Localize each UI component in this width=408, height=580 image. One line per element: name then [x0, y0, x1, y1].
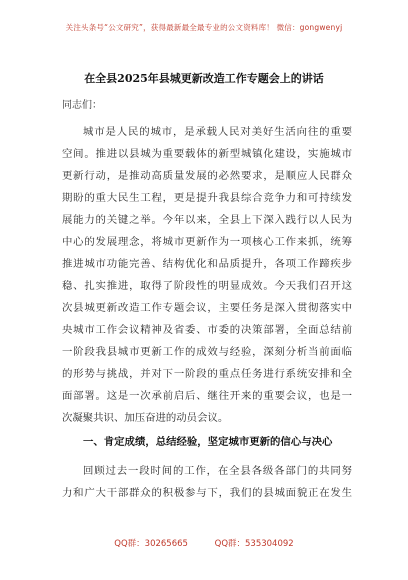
footer-qq-group-2: QQ群：535304092: [214, 539, 294, 549]
paragraph-line: 展能力的关键之举。今年以来，全县上下深入践行以人民为: [62, 214, 352, 226]
paragraph-line: 期盼的重大民生工程，更是提升我县综合竞争力和可持续发: [62, 192, 352, 204]
footer-qq-group-1: QQ群：30265665: [114, 539, 188, 549]
paragraph-line: 回顾过去一段时间的工作，在全县各级各部门的共同努: [83, 465, 352, 477]
paragraph-line: 稳、扎实推进，取得了阶段性的明显成效。今天我们召开这: [62, 280, 352, 292]
paragraph-2: [62, 460, 352, 504]
paragraph-line: 的形势与挑战，并对下一阶段的重点任务进行系统安排和全: [62, 368, 352, 380]
paragraph-line: 更新行动，是推动高质量发展的必然要求，是顺应人民群众: [62, 170, 352, 182]
paragraph-1: [62, 121, 352, 429]
paragraph-line: 空间。推进以县城为重要载体的新型城镇化建设，实施城市: [62, 148, 352, 160]
paragraph-line: 力和广大干部群众的积极参与下，我们的县城面貌正在发生: [62, 487, 352, 499]
paragraph-line: 央城市工作会议精神及省委、市委的决策部署，全面总结前: [62, 324, 352, 336]
document-title: 在全县2025年县城更新改造工作专题会上的讲话: [84, 72, 324, 85]
paragraph-line: 中心的发展理念，将城市更新作为一项核心工作来抓，统筹: [62, 236, 352, 248]
paragraph-line: 次县城更新改造工作专题会议，主要任务是深入贯彻落实中: [62, 302, 352, 314]
paragraph-line: 次凝聚共识、加压奋进的动员会议。: [62, 412, 229, 424]
footer-contact: [0, 537, 408, 549]
paragraph-line: 一阶段我县城市更新工作的成效与经验，深刻分析当前面临: [62, 346, 352, 358]
header-banner: 关注头条号“公文研究”，获得最新最全最专业的公文资料库！ 微信：gongwenyj: [65, 23, 343, 32]
paragraph-line: 面部署。这是一次承前启后、继往开来的重要会议，也是一: [62, 390, 352, 402]
paragraph-line: 推进城市功能完善、结构优化和品质提升，各项工作蹄疾步: [62, 258, 352, 270]
paragraph-line: 城市是人民的城市，是承载人民对美好生活向往的重要: [83, 126, 352, 138]
greeting: 同志们：: [62, 100, 102, 111]
section-heading-1: 一、肯定成绩，总结经验，坚定城市更新的信心与决心: [83, 436, 333, 448]
